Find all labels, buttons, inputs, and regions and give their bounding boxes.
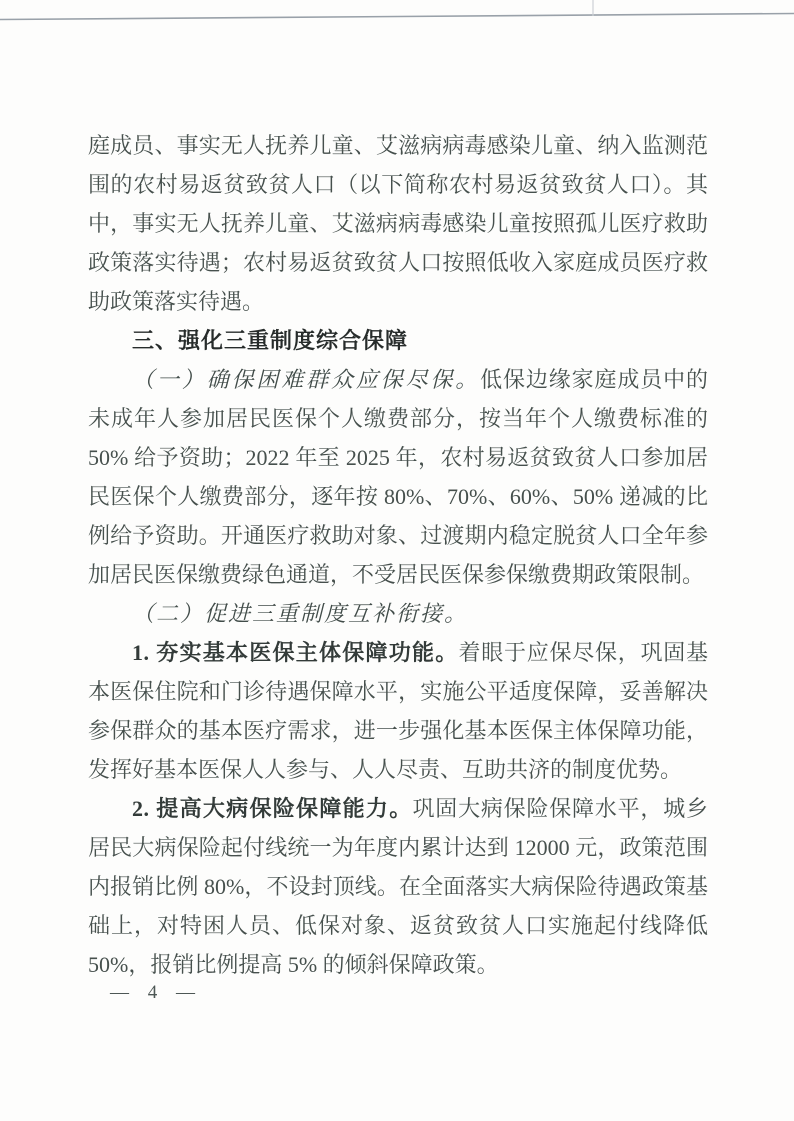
paragraph-point-2-text: 巩固大病保险保障水平，城乡居民大病保险起付线统一为年度内累计达到 12000 元，政策范围内报销比例 80%，不设封顶线。在全面落实大病保险待遇政策基础上，对特困人员、低保对象、返贫致贫人口实施起付线降低 50%，报销比例提高 5% 的倾斜保障政策。 — [88, 796, 709, 977]
paragraph-point-2 — [88, 789, 708, 984]
document-body — [88, 126, 708, 984]
paragraph-point-2-lead: 2. 提高大病保险保障能力。 — [132, 796, 413, 821]
paragraph-point-1-lead: 1. 夯实基本医保主体保障功能。 — [132, 640, 459, 665]
paragraph-continued: 庭成员、事实无人抚养儿童、艾滋病病毒感染儿童、纳入监测范围的农村易返贫致贫人口（以下简称农村易返贫致贫人口）。其中，事实无人抚养儿童、艾滋病病毒感染儿童按照孤儿医疗救助政策落实待遇；农村易返贫致贫人口按照低收入家庭成员医疗救助政策落实待遇。 — [88, 133, 708, 314]
section-heading: 三、强化三重制度综合保障 — [132, 328, 409, 353]
paragraph-item-1-text: 低保边缘家庭成员中的未成年人参加居民医保个人缴费部分，按当年个人缴费标准的 50% 给予资助；2022 年至 2025 年，农村易返贫致贫人口参加居民医保个人缴费部分，逐年按 80%、70%、60%、50% 递减的比例给予资助。开通医疗救助对象、过渡期内稳定脱贫人口全年参加居民医保缴费绿色通道，不受居民医保参保缴费期政策限制。 — [88, 367, 708, 587]
paragraph-item-1 — [88, 360, 708, 594]
paragraph-point-1 — [88, 633, 708, 789]
paragraph-item-2-lead: （二）促进三重制度互补衔接。 — [132, 601, 469, 626]
scan-edge-artifact — [0, 0, 794, 26]
paragraph-point-1-text: 着眼于应保尽保，巩固基本医保住院和门诊待遇保障水平，实施公平适度保障，妥善解决参保群众的基本医疗需求，进一步强化基本医保主体保障功能，发挥好基本医保人人参与、人人尽责、互助共济的制度优势。 — [88, 640, 708, 782]
paragraph-item-2 — [88, 594, 708, 633]
paragraph-item-1-lead: （一）确保困难群众应保尽保。 — [132, 367, 481, 392]
page-number: — 4 — — [110, 982, 202, 1003]
